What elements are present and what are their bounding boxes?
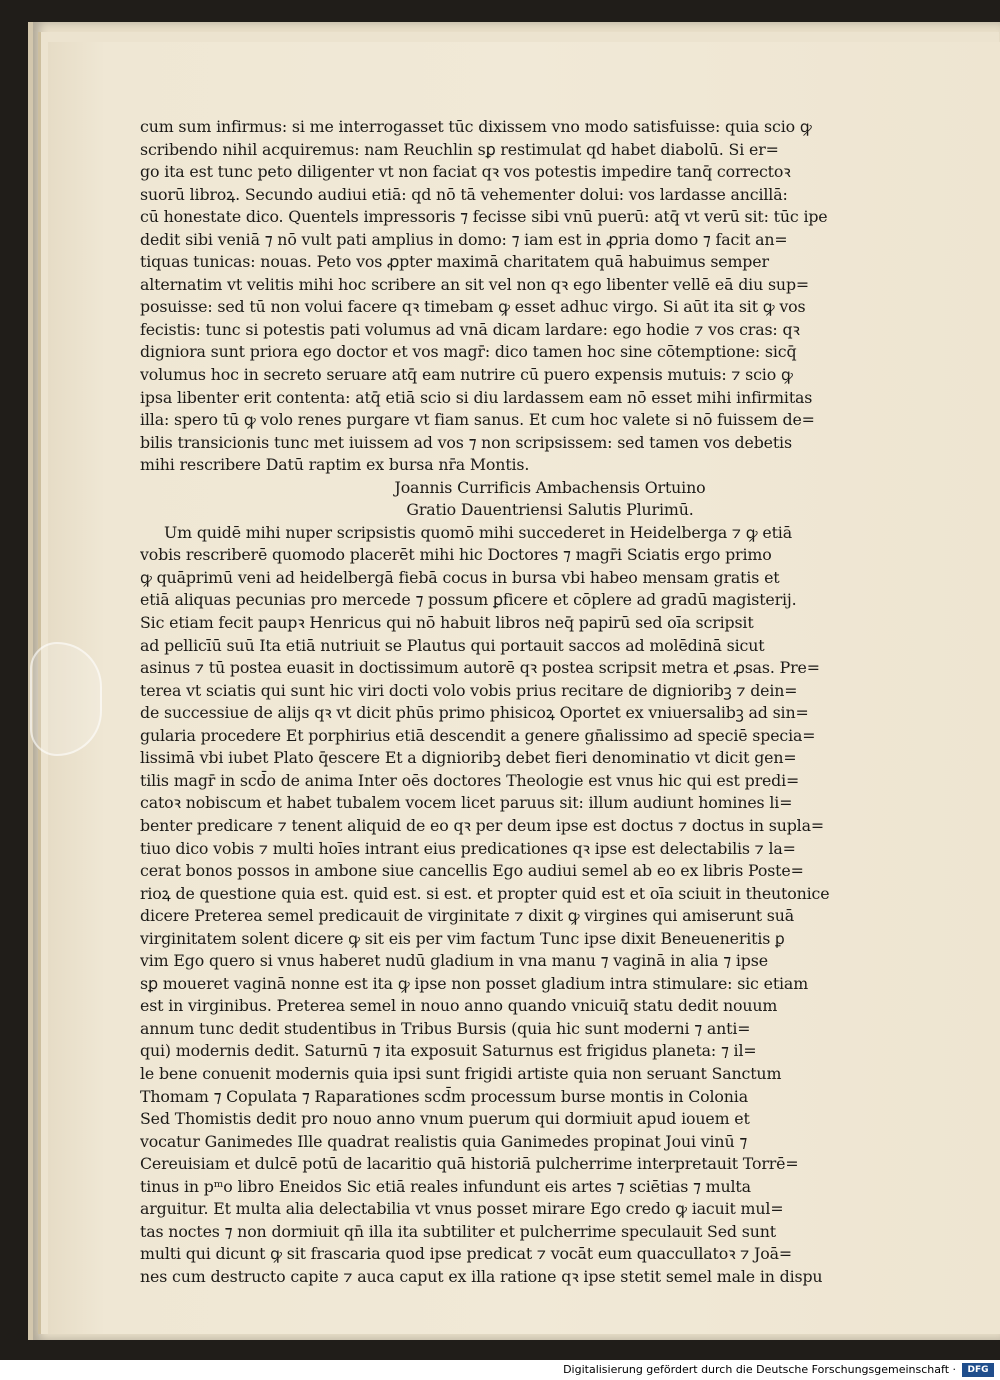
text-line: nes cum destructo capite ⁊ auca caput ex illa ratione qꝛ ipse stetit semel male in dispu — [140, 1266, 823, 1286]
text-line: terea vt sciatis qui sunt hic viri docti volo vobis prius recitare de dignioribꝫ ⁊ dein= — [140, 680, 798, 700]
text-line: etiā aliquas pecunias pro mercede ⁊ possum ꝑficere et cōplere ad gradū magisterij. — [140, 590, 797, 610]
text-line: Joannis Currificis Ambachensis Ortuino — [394, 477, 706, 497]
text-line: dicere Preterea semel predicauit de virginitate ⁊ dixit ꝙ virgines qui amiserunt suā — [140, 906, 795, 926]
text-line: asinus ⁊ tū postea euasit in doctissimum autorē qꝛ postea scripsit metra et ꝓsas. Pre= — [140, 658, 820, 678]
text-line: qui) modernis dedit. Saturnū ⁊ ita exposuit Saturnus est frigidus planeta: ⁊ il= — [140, 1041, 757, 1061]
text-line: volumus hoc in secreto seruare atq̄ eam nutrire cū puero expensis mutuis: ⁊ scio ꝙ — [140, 365, 793, 385]
text-line: Cereuisiam et dulcē potū de lacaritio quā historiā pulcherrime interpretauit Torrē= — [140, 1154, 799, 1174]
text-line: alternatim vt velitis mihi hoc scribere an sit vel non qꝛ ego libenter vellē eā diu sup= — [140, 274, 809, 294]
text-line: mihi rescribere Datū raptim ex bursa nr̄a Montis. — [140, 455, 530, 475]
text-line: multi qui dicunt ꝙ sit frascaria quod ipse predicat ⁊ vocāt eum quaccullatoꝛ ⁊ Joā= — [140, 1244, 792, 1264]
text-line: ipsa libenter erit contenta: atq̄ etiā scio si diu lardassem eam nō esset mihi infirmitas — [140, 387, 813, 407]
text-line: le bene conuenit modernis quia ipsi sunt frigidi artiste quia non seruant Sanctum — [140, 1063, 782, 1083]
text-line: rioꝝ de questione quia est. quid est. si est. et propter quid est et oīa sciuit in theutonice — [140, 883, 830, 903]
text-line: de successiue de alijs qꝛ vt dicit phūs primo phisicoꝝ Oportet ex vniuersalibꝫ ad sin= — [140, 703, 809, 723]
text-line: ad pellicīū suū Ita etiā nutriuit se Plautus qui portauit saccos ad molēdinā sicut — [140, 635, 765, 655]
text-line: tilis magr̄ in scd̄o de anima Inter oēs doctores Theologie est vnus hic qui est predi= — [140, 770, 800, 790]
text-line: virginitatem solent dicere ꝙ sit eis per vim factum Tunc ipse dixit Beneueneritis ꝑ — [140, 928, 785, 948]
text-line: gularia procedere Et porphirius etiā descendit a genere gn̄alissimo ad speciē specia= — [140, 725, 816, 745]
text-line: sꝑ moueret vaginā nonne est ita ꝙ ipse non posset gladium intra stimulare: sic etiam — [140, 973, 809, 993]
text-line: Sic etiam fecit paupꝛ Henricus qui nō habuit libros neq̄ papirū sed oīa scripsit — [140, 613, 754, 633]
text-line: Um quidē mihi nuper scripsistis quomō mihi succederet in Heidelberga ⁊ ꝙ etiā — [164, 522, 792, 542]
text-line: ꝙ quāprimū veni ad heidelbergā fiebā cocus in bursa vbi habeo mensam gratis et — [140, 567, 780, 587]
text-line: est in virginibus. Preterea semel in nouo anno quando vnicuiq̄ statu dedit nouum — [140, 996, 778, 1016]
text-line: posuisse: sed tū non volui facere qꝛ timebam ꝙ esset adhuc virgo. Si aūt ita sit ꝙ vos — [140, 297, 806, 317]
text-line: vim Ego quero si vnus haberet nudū gladium in vna manu ⁊ vaginā in alia ⁊ ipse — [140, 951, 768, 971]
text-line: scribendo nihil acquiremus: nam Reuchlin sꝑ restimulat qd habet diabolū. Si er= — [140, 139, 779, 159]
text-line: fecistis: tunc si potestis pati volumus ad vnā dicam lardare: ego hodie ⁊ vos cras: qꝛ — [140, 319, 800, 339]
text-line: cerat bonos possos in ambone siue cancellis Ego audiui semel ab eo ex libris Poste= — [140, 861, 804, 881]
footer-credit: Digitalisierung gefördert durch die Deutsche Forschungsgemeinschaft · — [563, 1363, 956, 1376]
text-line: suorū libroꝝ. Secundo audiui etiā: qd nō tā vehementer dolui: vos lardasse ancillā: — [140, 184, 788, 204]
text-line: Sed Thomistis dedit pro nouo anno vnum puerum qui dormiuit apud iouem et — [140, 1109, 750, 1129]
text-line: cum sum infirmus: si me interrogasset tūc dixissem vno modo satisfuisse: quia scio ꝙ — [140, 117, 812, 136]
text-line: lissimā vbi iubet Plato q̄escere Et a dignioribꝫ debet fieri denominatio vt dicit gen= — [140, 748, 797, 768]
text-line: catoꝛ nobiscum et habet tubalem vocem licet paruus sit: illum audiunt homines li= — [140, 793, 793, 813]
text-line: arguitur. Et multa alia delectabilia vt vnus posset mirare Ego credo ꝙ iacuit mul= — [140, 1199, 784, 1219]
text-line: illa: spero tū ꝙ volo renes purgare vt fiam sanus. Et cum hoc valete si nō fuissem de= — [140, 410, 815, 430]
text-line: go ita est tunc peto diligenter vt non faciat qꝛ vos potestis impedire tanq̄ correctoꝛ — [140, 162, 791, 182]
page-text-block — [140, 116, 920, 1288]
text-line: tiquas tunicas: nouas. Peto vos ꝓpter maximā charitatem quā habuimus semper — [140, 252, 769, 272]
text-line: dedit sibi veniā ⁊ nō vult pati amplius in domo: ⁊ iam est in ꝓpria domo ⁊ facit an= — [140, 229, 788, 249]
text-line: bilis transicionis tunc met iuissem ad vos ⁊ non scripsissem: sed tamen vos debetis — [140, 432, 792, 452]
text-line: annum tunc dedit studentibus in Tribus Bursis (quia hic sunt moderni ⁊ anti= — [140, 1018, 751, 1038]
text-line: vobis rescriberē quomodo placerēt mihi hic Doctores ⁊ magr̄i Sciatis ergo primo — [140, 545, 772, 565]
text-line: digniora sunt priora ego doctor et vos magr̄: dico tamen hoc sine cōtemptione: sicq̄ — [140, 342, 797, 362]
text-line: Gratio Dauentriensi Salutis Plurimū. — [406, 500, 694, 520]
text-line: tiuo dico vobis ⁊ multi hoīes intrant eius predicationes qꝛ ipse est delectabilis ⁊ la= — [140, 838, 796, 858]
page-clip — [30, 642, 102, 756]
text-line: cū honestate dico. Quentels impressoris ⁊ fecisse sibi vnū puerū: atq̄ vt verū sit: tūc ipe — [140, 207, 828, 227]
text-line: Thomam ⁊ Copulata ⁊ Raparationes scd̄m processum burse montis in Colonia — [140, 1086, 748, 1106]
book-page — [48, 42, 1000, 1334]
text-line: benter predicare ⁊ tenent aliquid de eo qꝛ per deum ipse est doctus ⁊ doctus in supla= — [140, 815, 824, 835]
text-line: tinus in pᵐo libro Eneidos Sic etiā reales infundunt eis artes ⁊ sciētias ⁊ multa — [140, 1176, 751, 1196]
dfg-logo: DFG — [962, 1363, 994, 1377]
footer-bar — [0, 1360, 1000, 1380]
text-line: tas noctes ⁊ non dormiuit qn̄ illa ita subtiliter et pulcherrime speculauit Sed sunt — [140, 1221, 776, 1241]
text-line: vocatur Ganimedes Ille quadrat realistis quia Ganimedes propinat Joui vinū ⁊ — [140, 1131, 748, 1151]
